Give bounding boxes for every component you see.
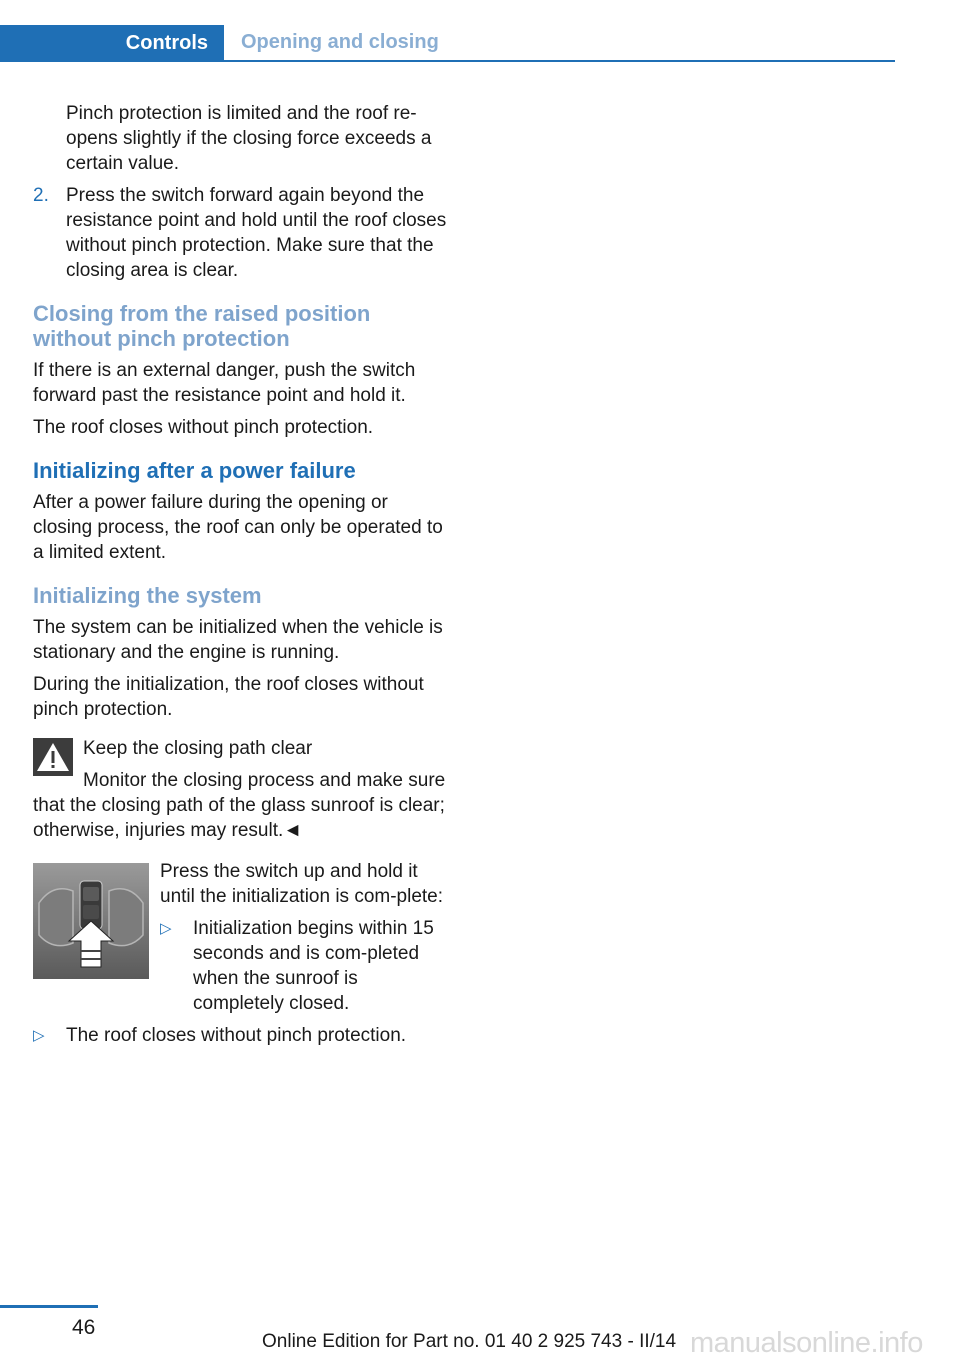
paragraph: After a power failure during the opening or closing process, the roof can only be operated to a limited extent. [33, 492, 443, 563]
paragraph: The roof closes without pinch protection. [33, 417, 374, 438]
paragraph: During the initialization, the roof closes without pinch protection. [33, 674, 424, 720]
heading-initializing-system: Initializing the system [33, 583, 262, 608]
warning-text: Monitor the closing process and make sure that the closing path of the glass sunroof is clear; otherwise, injuries may result.◄ [33, 770, 446, 841]
header-rule [0, 60, 895, 62]
list-item-text: Initialization begins within 15 seconds and is com-pleted when the sunroof is completely closed. [193, 918, 434, 1014]
figure-text: Press the switch up and hold it until the initialization is com-plete: [160, 861, 444, 907]
paragraph: The system can be initialized when the vehicle is stationary and the engine is running. [33, 617, 443, 663]
chapter-tab[interactable]: Controls [0, 25, 224, 62]
step1-continuation: Pinch protection is limited and the roof re-opens slightly if the closing force exceeds a certain value. [66, 103, 432, 174]
paragraph: If there is an external danger, push the switch forward past the resistance point and hold it. [33, 360, 416, 406]
footer-rule [0, 1305, 98, 1308]
heading-raised-position: Closing from the raised position without pinch protection [33, 301, 371, 351]
watermark[interactable]: manualsonline.info [690, 1327, 923, 1359]
warning-title: Keep the closing path clear [83, 738, 313, 759]
page-number: 46 [72, 1316, 96, 1339]
bullet-icon: ▷ [160, 920, 172, 937]
warning-note [33, 736, 449, 843]
warning-icon [33, 738, 73, 776]
page-content [33, 101, 449, 1055]
bullet-icon: ▷ [33, 1027, 45, 1044]
figure-block [33, 859, 449, 1023]
list-item [33, 1023, 449, 1048]
page-header [0, 25, 895, 62]
edition-text: Online Edition for Part no. 01 40 2 925 743 - II/14 [262, 1331, 677, 1352]
roof-switch-figure [33, 863, 149, 979]
step-text: Press the switch forward again beyond the resistance point and hold until the roof closes without pinch protection. Make sure that the closing area is clear. [66, 185, 447, 281]
step-number: 2. [33, 185, 49, 206]
heading-power-failure: Initializing after a power failure [33, 458, 356, 483]
section-tab[interactable]: Opening and closing [241, 31, 439, 53]
list-item-text: The roof closes without pinch protection. [66, 1025, 407, 1046]
figure-caption-group [160, 859, 449, 1023]
list-item [160, 916, 449, 1016]
step-2 [33, 183, 449, 283]
